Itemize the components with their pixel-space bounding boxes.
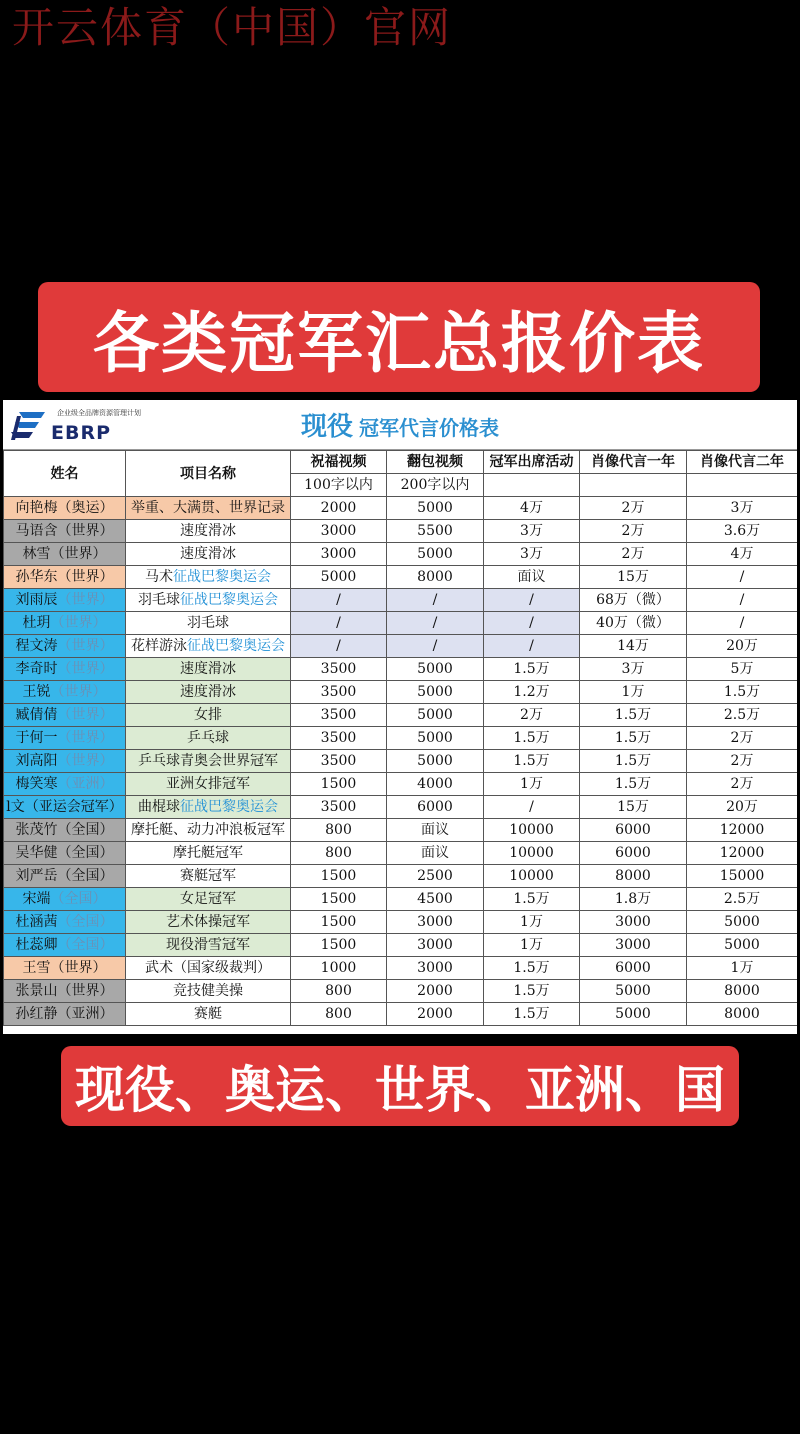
portrait-1y-price: 14万 bbox=[580, 635, 687, 658]
pack-price: 面议 bbox=[387, 819, 484, 842]
project-name: 赛艇冠军 bbox=[180, 868, 236, 884]
portrait-1y-price: 1.5万 bbox=[580, 750, 687, 773]
pack-price: 6000 bbox=[387, 796, 484, 819]
pack-price: 3000 bbox=[387, 911, 484, 934]
athlete-name-cell bbox=[4, 543, 126, 566]
pack-price: 4500 bbox=[387, 888, 484, 911]
project-highlight: 征战巴黎奥运会 bbox=[180, 592, 278, 608]
pack-price: 2000 bbox=[387, 1003, 484, 1026]
appearance-price: 1.5万 bbox=[484, 888, 580, 911]
athlete-name: 马语含 bbox=[15, 523, 58, 539]
appearance-price: 10000 bbox=[484, 842, 580, 865]
video-price: 5000 bbox=[291, 566, 387, 589]
portrait-2y-price: 12000 bbox=[687, 842, 798, 865]
athlete-name-cell bbox=[4, 819, 126, 842]
table-row bbox=[4, 980, 798, 1003]
project-name: 曲棍球 bbox=[138, 799, 180, 815]
athlete-name: 程文涛 bbox=[15, 638, 58, 654]
portrait-1y-price: 1.5万 bbox=[580, 773, 687, 796]
table-row bbox=[4, 842, 798, 865]
athlete-level: （全国） bbox=[57, 845, 114, 861]
header-pack: 翻包视频 bbox=[387, 451, 484, 474]
athlete-name-cell bbox=[4, 773, 126, 796]
header-portrait-1y: 肖像代言一年 bbox=[580, 451, 687, 474]
athlete-name-cell bbox=[4, 911, 126, 934]
athlete-name: 杜玥 bbox=[22, 615, 51, 631]
athlete-name: 臧倩倩 bbox=[15, 707, 58, 723]
project-cell bbox=[126, 911, 291, 934]
portrait-1y-price: 2万 bbox=[580, 543, 687, 566]
athlete-name: l文 bbox=[6, 799, 25, 815]
project-name: 女排 bbox=[194, 707, 222, 723]
athlete-name: 吴华健 bbox=[15, 845, 58, 861]
portrait-1y-price: 40万（微） bbox=[580, 612, 687, 635]
sheet-header bbox=[3, 400, 797, 450]
athlete-level: （亚运会冠军） bbox=[24, 799, 123, 815]
portrait-2y-price: 8000 bbox=[687, 1003, 798, 1026]
table-row bbox=[4, 727, 798, 750]
athlete-level: （世界） bbox=[50, 546, 107, 562]
pack-price: 2500 bbox=[387, 865, 484, 888]
logo-text: EBRP bbox=[51, 422, 112, 444]
portrait-2y-price: 20万 bbox=[687, 635, 798, 658]
athlete-name-cell bbox=[4, 520, 126, 543]
athlete-name-cell bbox=[4, 888, 126, 911]
appearance-price: 1万 bbox=[484, 911, 580, 934]
video-price: 800 bbox=[291, 980, 387, 1003]
header-blank bbox=[580, 474, 687, 497]
project-name: 羽毛球 bbox=[187, 615, 229, 631]
category-banner: 现役、奥运、世界、亚洲、国 bbox=[61, 1046, 739, 1126]
project-cell bbox=[126, 750, 291, 773]
portrait-1y-price: 1.5万 bbox=[580, 727, 687, 750]
header-pack-sub: 200字以内 bbox=[387, 474, 484, 497]
table-row bbox=[4, 635, 798, 658]
athlete-name-cell bbox=[4, 1003, 126, 1026]
appearance-price: / bbox=[484, 635, 580, 658]
athlete-name-cell bbox=[4, 681, 126, 704]
project-highlight: 征战巴黎奥运会 bbox=[187, 638, 285, 654]
athlete-level: （亚洲） bbox=[57, 1006, 114, 1022]
project-name: 花样游泳 bbox=[131, 638, 187, 654]
table-row bbox=[4, 658, 798, 681]
athlete-name: 孙红静 bbox=[15, 1006, 58, 1022]
portrait-1y-price: 5000 bbox=[580, 980, 687, 1003]
pack-price: 2000 bbox=[387, 980, 484, 1003]
appearance-price: 2万 bbox=[484, 704, 580, 727]
athlete-name-cell bbox=[4, 635, 126, 658]
appearance-price: 1.5万 bbox=[484, 957, 580, 980]
video-price: 1500 bbox=[291, 934, 387, 957]
athlete-name: 孙华东 bbox=[15, 569, 58, 585]
portrait-2y-price: 5万 bbox=[687, 658, 798, 681]
portrait-2y-price: 2万 bbox=[687, 750, 798, 773]
project-cell bbox=[126, 865, 291, 888]
athlete-level: （世界） bbox=[57, 638, 114, 654]
video-price: 800 bbox=[291, 842, 387, 865]
portrait-1y-price: 3000 bbox=[580, 934, 687, 957]
project-cell bbox=[126, 681, 291, 704]
project-name: 乒乓球 bbox=[187, 730, 229, 746]
athlete-name-cell bbox=[4, 957, 126, 980]
video-price: / bbox=[291, 635, 387, 658]
table-row bbox=[4, 497, 798, 520]
project-name: 举重、大满贯、世界记录 bbox=[131, 500, 285, 516]
portrait-2y-price: 2万 bbox=[687, 773, 798, 796]
athlete-name-cell bbox=[4, 566, 126, 589]
pack-price: 5500 bbox=[387, 520, 484, 543]
project-cell bbox=[126, 1003, 291, 1026]
portrait-2y-price: 2.5万 bbox=[687, 888, 798, 911]
athlete-name: 刘雨辰 bbox=[15, 592, 58, 608]
project-cell bbox=[126, 957, 291, 980]
appearance-price: 面议 bbox=[484, 566, 580, 589]
appearance-price: 1.5万 bbox=[484, 980, 580, 1003]
pack-price: 5000 bbox=[387, 727, 484, 750]
video-price: 3500 bbox=[291, 796, 387, 819]
video-price: 3500 bbox=[291, 704, 387, 727]
portrait-2y-price: 3万 bbox=[687, 497, 798, 520]
project-name: 羽毛球 bbox=[138, 592, 180, 608]
athlete-name: 林雪 bbox=[22, 546, 51, 562]
project-cell bbox=[126, 934, 291, 957]
project-cell bbox=[126, 842, 291, 865]
athlete-name-cell bbox=[4, 934, 126, 957]
table-row bbox=[4, 888, 798, 911]
project-cell bbox=[126, 543, 291, 566]
sheet-title-main: 现役 bbox=[300, 412, 353, 442]
athlete-name-cell bbox=[4, 658, 126, 681]
portrait-2y-price: 20万 bbox=[687, 796, 798, 819]
video-price: 1000 bbox=[291, 957, 387, 980]
portrait-2y-price: / bbox=[687, 566, 798, 589]
project-name: 女足冠军 bbox=[180, 891, 236, 907]
video-price: 1500 bbox=[291, 865, 387, 888]
pack-price: / bbox=[387, 635, 484, 658]
portrait-1y-price: 2万 bbox=[580, 497, 687, 520]
table-row bbox=[4, 773, 798, 796]
project-name: 马术 bbox=[145, 569, 173, 585]
appearance-price: 4万 bbox=[484, 497, 580, 520]
table-row bbox=[4, 796, 798, 819]
logo-caption: 企业级全品牌资源管理计划 bbox=[57, 409, 141, 417]
project-cell bbox=[126, 796, 291, 819]
athlete-level: （全国） bbox=[57, 868, 114, 884]
athlete-level: （全国） bbox=[57, 914, 114, 930]
project-name: 亚洲女排冠军 bbox=[166, 776, 250, 792]
pack-price: 5000 bbox=[387, 658, 484, 681]
project-name: 乒乓球青奥会世界冠军 bbox=[138, 753, 278, 769]
athlete-level: （世界） bbox=[50, 684, 107, 700]
project-cell bbox=[126, 497, 291, 520]
appearance-price: 10000 bbox=[484, 819, 580, 842]
athlete-name-cell bbox=[4, 612, 126, 635]
price-table bbox=[3, 450, 797, 1026]
project-cell bbox=[126, 773, 291, 796]
appearance-price: 1万 bbox=[484, 773, 580, 796]
project-cell bbox=[126, 727, 291, 750]
project-name: 速度滑冰 bbox=[180, 523, 236, 539]
project-name: 艺术体操冠军 bbox=[166, 914, 250, 930]
pack-price: 面议 bbox=[387, 842, 484, 865]
table-row bbox=[4, 819, 798, 842]
video-price: 3000 bbox=[291, 520, 387, 543]
athlete-level: （世界） bbox=[57, 730, 114, 746]
pack-price: 5000 bbox=[387, 543, 484, 566]
portrait-2y-price: 3.6万 bbox=[687, 520, 798, 543]
athlete-name-cell bbox=[4, 750, 126, 773]
portrait-1y-price: 6000 bbox=[580, 957, 687, 980]
portrait-1y-price: 6000 bbox=[580, 819, 687, 842]
project-name: 摩托艇冠军 bbox=[173, 845, 243, 861]
header-appearance: 冠军出席活动 bbox=[484, 451, 580, 474]
pack-price: 4000 bbox=[387, 773, 484, 796]
athlete-name-cell bbox=[4, 589, 126, 612]
portrait-2y-price: 15000 bbox=[687, 865, 798, 888]
athlete-name: 刘高阳 bbox=[15, 753, 58, 769]
project-highlight: 征战巴黎奥运会 bbox=[173, 569, 271, 585]
portrait-2y-price: 8000 bbox=[687, 980, 798, 1003]
header-blank bbox=[484, 474, 580, 497]
project-cell bbox=[126, 888, 291, 911]
appearance-price: 1.5万 bbox=[484, 1003, 580, 1026]
portrait-1y-price: 5000 bbox=[580, 1003, 687, 1026]
project-highlight: 征战巴黎奥运会 bbox=[180, 799, 278, 815]
sheet-title bbox=[3, 406, 797, 443]
athlete-level: （世界） bbox=[57, 983, 114, 999]
video-price: 3000 bbox=[291, 543, 387, 566]
portrait-2y-price: 5000 bbox=[687, 934, 798, 957]
price-sheet bbox=[3, 400, 797, 1034]
athlete-level: （世界） bbox=[57, 661, 114, 677]
portrait-1y-price: 3000 bbox=[580, 911, 687, 934]
project-cell bbox=[126, 589, 291, 612]
portrait-1y-price: 8000 bbox=[580, 865, 687, 888]
table-row bbox=[4, 934, 798, 957]
table-row bbox=[4, 750, 798, 773]
price-summary-banner: 各类冠军汇总报价表 bbox=[38, 282, 760, 392]
portrait-2y-price: 4万 bbox=[687, 543, 798, 566]
athlete-name: 李奇时 bbox=[15, 661, 58, 677]
athlete-name: 梅笑寒 bbox=[15, 776, 58, 792]
project-cell bbox=[126, 566, 291, 589]
table-row bbox=[4, 704, 798, 727]
video-price: 800 bbox=[291, 1003, 387, 1026]
table-row bbox=[4, 612, 798, 635]
athlete-name-cell bbox=[4, 704, 126, 727]
portrait-2y-price: 2.5万 bbox=[687, 704, 798, 727]
project-cell bbox=[126, 612, 291, 635]
portrait-1y-price: 15万 bbox=[580, 796, 687, 819]
appearance-price: 1.5万 bbox=[484, 658, 580, 681]
video-price: / bbox=[291, 612, 387, 635]
portrait-2y-price: 1万 bbox=[687, 957, 798, 980]
athlete-name: 张茂竹 bbox=[15, 822, 58, 838]
athlete-level: （世界） bbox=[57, 592, 114, 608]
video-price: 3500 bbox=[291, 750, 387, 773]
project-name: 速度滑冰 bbox=[180, 546, 236, 562]
athlete-level: （世界） bbox=[57, 523, 114, 539]
portrait-2y-price: 1.5万 bbox=[687, 681, 798, 704]
pack-price: 5000 bbox=[387, 497, 484, 520]
appearance-price: 1万 bbox=[484, 934, 580, 957]
appearance-price: 1.5万 bbox=[484, 750, 580, 773]
table-row bbox=[4, 1003, 798, 1026]
video-price: 1500 bbox=[291, 888, 387, 911]
video-price: 1500 bbox=[291, 773, 387, 796]
pack-price: / bbox=[387, 589, 484, 612]
athlete-name: 张景山 bbox=[15, 983, 58, 999]
table-row bbox=[4, 911, 798, 934]
athlete-name: 宋端 bbox=[22, 891, 51, 907]
athlete-level: （世界） bbox=[50, 960, 107, 976]
appearance-price: / bbox=[484, 796, 580, 819]
table-row bbox=[4, 589, 798, 612]
portrait-2y-price: / bbox=[687, 612, 798, 635]
athlete-name: 刘严岳 bbox=[15, 868, 58, 884]
table-row bbox=[4, 566, 798, 589]
portrait-1y-price: 6000 bbox=[580, 842, 687, 865]
pack-price: / bbox=[387, 612, 484, 635]
project-cell bbox=[126, 635, 291, 658]
pack-price: 8000 bbox=[387, 566, 484, 589]
athlete-level: （世界） bbox=[50, 615, 107, 631]
portrait-1y-price: 68万（微） bbox=[580, 589, 687, 612]
video-price: 800 bbox=[291, 819, 387, 842]
portrait-2y-price: / bbox=[687, 589, 798, 612]
table-row bbox=[4, 543, 798, 566]
athlete-name-cell bbox=[4, 497, 126, 520]
project-name: 赛艇 bbox=[194, 1006, 222, 1022]
pack-price: 5000 bbox=[387, 704, 484, 727]
athlete-name-cell bbox=[4, 796, 126, 819]
athlete-level: （全国） bbox=[57, 937, 114, 953]
athlete-level: （奥运） bbox=[57, 500, 114, 516]
portrait-1y-price: 1.8万 bbox=[580, 888, 687, 911]
athlete-name-cell bbox=[4, 727, 126, 750]
video-price: 3500 bbox=[291, 658, 387, 681]
athlete-level: （世界） bbox=[57, 569, 114, 585]
portrait-1y-price: 1.5万 bbox=[580, 704, 687, 727]
site-title: 开云体育（中国）官网 bbox=[12, 3, 453, 52]
video-price: 3500 bbox=[291, 681, 387, 704]
appearance-price: 3万 bbox=[484, 520, 580, 543]
portrait-2y-price: 12000 bbox=[687, 819, 798, 842]
athlete-name-cell bbox=[4, 842, 126, 865]
appearance-price: / bbox=[484, 589, 580, 612]
video-price: 3500 bbox=[291, 727, 387, 750]
table-row bbox=[4, 957, 798, 980]
table-row bbox=[4, 520, 798, 543]
athlete-level: （全国） bbox=[57, 822, 114, 838]
project-name: 竞技健美操 bbox=[173, 983, 243, 999]
portrait-1y-price: 2万 bbox=[580, 520, 687, 543]
video-price: 2000 bbox=[291, 497, 387, 520]
athlete-level: （全国） bbox=[50, 891, 107, 907]
project-name: 摩托艇、动力冲浪板冠军 bbox=[131, 822, 285, 838]
athlete-name: 向艳梅 bbox=[15, 500, 58, 516]
athlete-level: （亚洲） bbox=[57, 776, 114, 792]
athlete-name-cell bbox=[4, 980, 126, 1003]
portrait-1y-price: 15万 bbox=[580, 566, 687, 589]
header-project: 项目名称 bbox=[126, 451, 291, 497]
table-row bbox=[4, 865, 798, 888]
appearance-price: 1.2万 bbox=[484, 681, 580, 704]
header-portrait-2y: 肖像代言二年 bbox=[687, 451, 798, 474]
project-cell bbox=[126, 520, 291, 543]
pack-price: 3000 bbox=[387, 934, 484, 957]
portrait-1y-price: 3万 bbox=[580, 658, 687, 681]
header-video-sub: 100字以内 bbox=[291, 474, 387, 497]
appearance-price: 10000 bbox=[484, 865, 580, 888]
project-name: 速度滑冰 bbox=[180, 661, 236, 677]
appearance-price: 3万 bbox=[484, 543, 580, 566]
athlete-name: 杜蕊卿 bbox=[15, 937, 58, 953]
portrait-2y-price: 2万 bbox=[687, 727, 798, 750]
athlete-name: 于何一 bbox=[15, 730, 58, 746]
athlete-name-cell bbox=[4, 865, 126, 888]
pack-price: 5000 bbox=[387, 681, 484, 704]
project-cell bbox=[126, 819, 291, 842]
appearance-price: / bbox=[484, 612, 580, 635]
project-cell bbox=[126, 658, 291, 681]
athlete-name: 王锐 bbox=[22, 684, 51, 700]
project-name: 武术（国家级裁判） bbox=[145, 960, 271, 976]
athlete-name: 杜涵茜 bbox=[15, 914, 58, 930]
athlete-level: （世界） bbox=[57, 707, 114, 723]
header-blank bbox=[687, 474, 798, 497]
header-name: 姓名 bbox=[4, 451, 126, 497]
pack-price: 3000 bbox=[387, 957, 484, 980]
project-cell bbox=[126, 704, 291, 727]
portrait-2y-price: 5000 bbox=[687, 911, 798, 934]
project-cell bbox=[126, 980, 291, 1003]
project-name: 现役滑雪冠军 bbox=[166, 937, 250, 953]
header-video: 祝福视频 bbox=[291, 451, 387, 474]
video-price: 1500 bbox=[291, 911, 387, 934]
athlete-level: （世界） bbox=[57, 753, 114, 769]
table-row bbox=[4, 681, 798, 704]
athlete-name: 王雪 bbox=[22, 960, 51, 976]
project-name: 速度滑冰 bbox=[180, 684, 236, 700]
video-price: / bbox=[291, 589, 387, 612]
portrait-1y-price: 1万 bbox=[580, 681, 687, 704]
pack-price: 5000 bbox=[387, 750, 484, 773]
sheet-title-sub: 冠军代言价格表 bbox=[359, 416, 499, 440]
appearance-price: 1.5万 bbox=[484, 727, 580, 750]
